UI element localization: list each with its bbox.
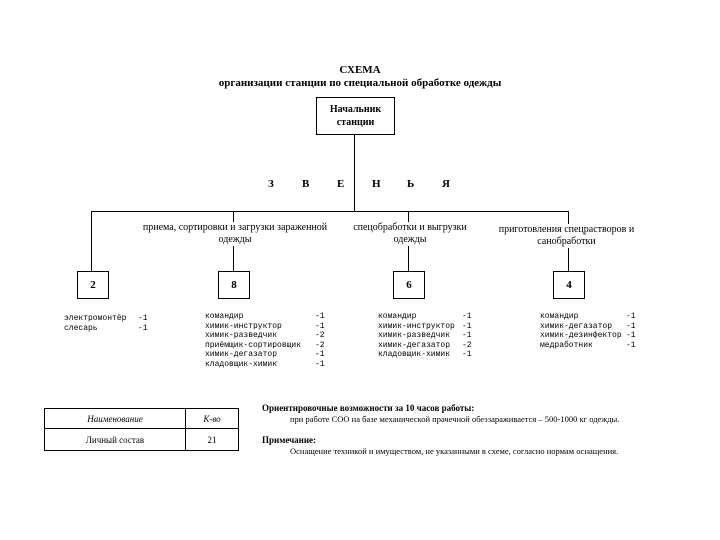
links-letter: З [268, 178, 274, 190]
unit-count: 2 [90, 279, 96, 291]
unit-box-8 [218, 271, 250, 299]
links-letter: В [302, 178, 310, 190]
personnel-row: командир -1 [205, 312, 325, 321]
header-qty-cell: К-во [186, 409, 239, 429]
bus-line [91, 211, 569, 212]
personnel-row: медработник -1 [540, 340, 636, 350]
diagram-subtitle: организации станции по специальной обработке одежды [218, 77, 502, 89]
notes-block [262, 403, 712, 457]
personnel-row: химик-дезинфектор -1 [540, 331, 636, 340]
personnel-row: химик-разведчик -2 [205, 331, 325, 340]
links-letter: Е [337, 178, 345, 190]
chief-box [316, 97, 395, 135]
personnel-list-2 [64, 314, 154, 333]
personnel-row: кладовщик-химик -1 [205, 359, 325, 369]
personnel-row: кладовщик-химик -1 [378, 350, 472, 359]
personnel-row: химик-инструктор -1 [205, 321, 325, 331]
links-letter: Н [372, 178, 381, 190]
personnel-row: химик-инструктор -1 [378, 321, 472, 331]
branch-title-reception: приема, сортировки и загрузки зараженной одежды [140, 222, 330, 246]
unit-count: 8 [231, 279, 237, 291]
personnel-row: слесарь -1 [64, 323, 148, 333]
personnel-row: химик-дегазатор -1 [540, 321, 636, 331]
personnel-list-6 [378, 312, 478, 360]
remark-title: Примечание: [262, 435, 317, 445]
unit-count: 6 [406, 279, 412, 291]
links-letter: Я [442, 178, 450, 190]
row-qty-cell: 21 [186, 429, 239, 451]
personnel-row: электромонтёр -1 [64, 314, 148, 323]
chief-label: Начальник станции [329, 104, 382, 128]
personnel-row: командир -1 [378, 312, 472, 321]
row-name-cell: Личный состав [45, 429, 186, 451]
chief-connector [354, 134, 355, 212]
personnel-list-8 [205, 312, 330, 369]
personnel-row: химик-разведчик -1 [378, 331, 472, 340]
personnel-list-4 [540, 312, 640, 350]
unit-count: 4 [566, 279, 572, 291]
personnel-row: химик-дегазатор -2 [378, 340, 472, 350]
links-letter: Ь [407, 178, 415, 190]
diagram-title: СХЕМА [339, 64, 381, 76]
personnel-row: командир -1 [540, 312, 636, 321]
capacity-title: Ориентировочные возможности за 10 часов работы: [262, 403, 475, 413]
drop-line [91, 211, 92, 271]
personnel-row: химик-дегазатор -1 [205, 350, 325, 359]
header-name-cell: Наименование [45, 409, 186, 429]
table-row [45, 429, 239, 451]
summary-table [44, 408, 239, 451]
branch-title-treatment: спецобработки и выгрузки одежды [345, 222, 475, 246]
personnel-row: приёмщик-сортировщик -2 [205, 340, 325, 350]
unit-box-6 [393, 271, 425, 299]
branch-title-solutions: приготовления спецрастворов и санобработки [484, 224, 649, 248]
table-header-row [45, 409, 239, 429]
unit-box-2 [77, 271, 109, 299]
remark-text: Оснащение техникой и имуществом, не указанными в схеме, согласно нормам оснащения. [290, 446, 619, 456]
capacity-text: при работе СОО на базе механической прачечной обеззараживается – 500-1000 кг одежды. [290, 414, 620, 424]
unit-box-4 [553, 271, 585, 299]
